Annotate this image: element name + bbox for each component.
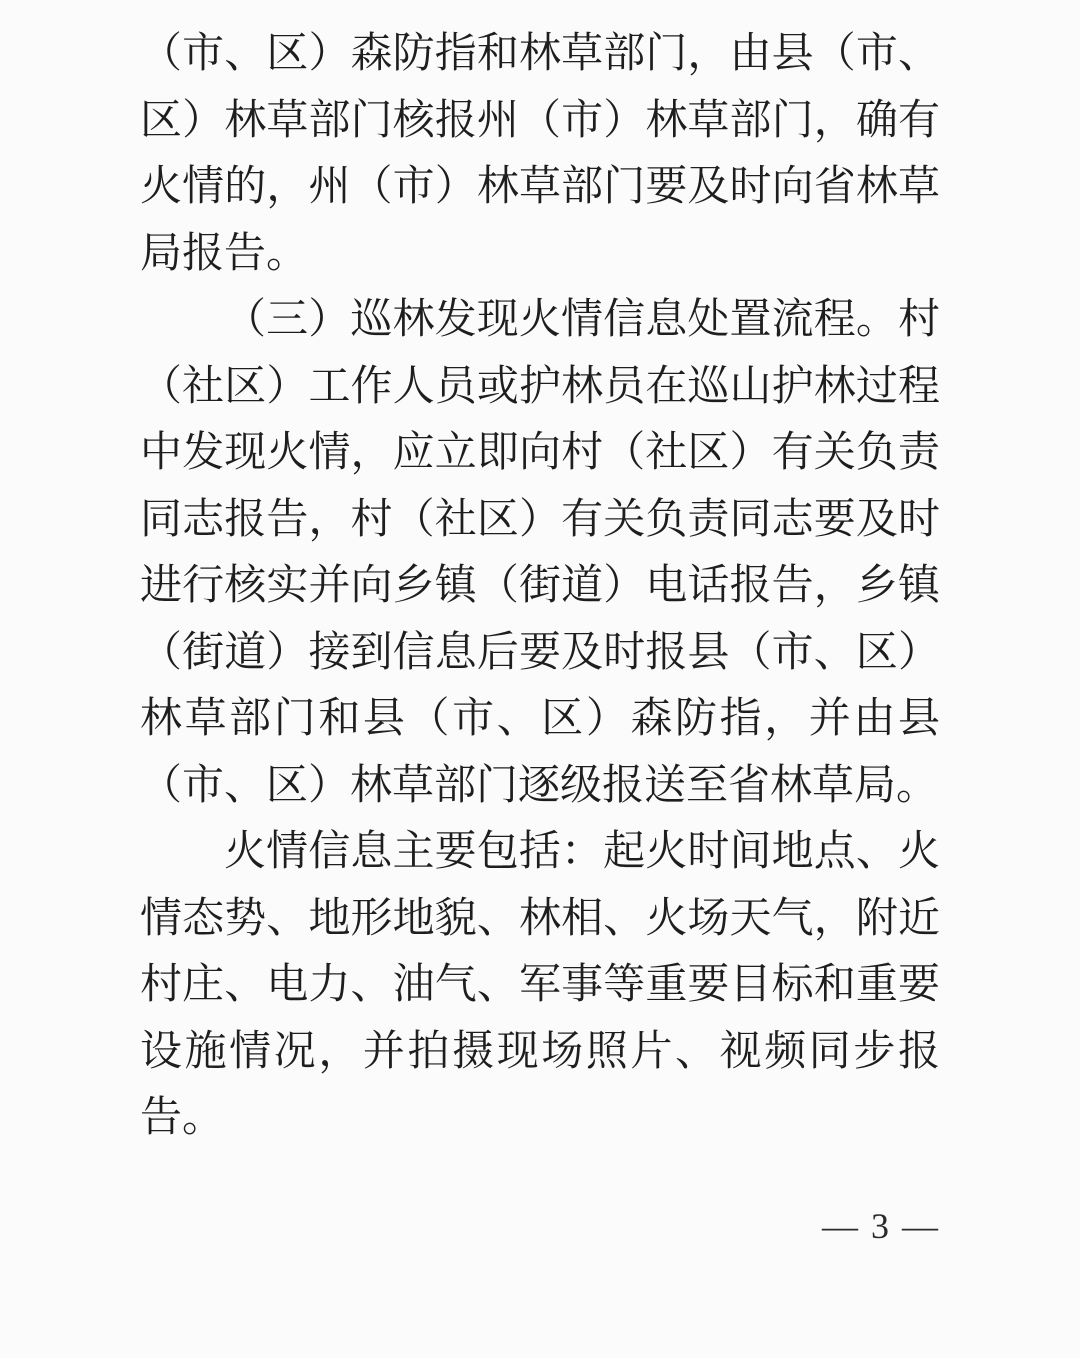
text-line: 进行核实并向乡镇（街道）电话报告，乡镇 bbox=[140, 563, 940, 609]
text-line: 村庄、电力、油气、军事等重要目标和重要 bbox=[140, 962, 940, 1008]
line-text: 村 bbox=[897, 297, 940, 343]
page-number: — 3 — bbox=[822, 1206, 940, 1246]
text-line: 告。 bbox=[140, 1095, 225, 1141]
text-line: 情态势、地形地貌、林相、火场天气，附近 bbox=[140, 895, 940, 942]
text-line bbox=[140, 287, 940, 354]
text-line: 设施情况，并拍摄现场照片、视频同步报 bbox=[140, 1028, 940, 1075]
text-line: （社区）工作人员或护林员在巡山护林过程 bbox=[140, 363, 940, 410]
text-line: 林草部门和县（市、区）森防指，并由县 bbox=[140, 696, 940, 742]
text-line: （街道）接到信息后要及时报县（市、区） bbox=[140, 629, 940, 676]
text-line: 火情的，州（市）林草部门要及时向省林草 bbox=[140, 164, 940, 210]
section-heading: （三）巡林发现火情信息处置流程。 bbox=[224, 297, 898, 343]
text-line: 局报告。 bbox=[140, 230, 309, 277]
text-line: （市、区）林草部门逐级报送至省林草局。 bbox=[140, 762, 939, 809]
text-line: 火情信息主要包括：起火时间地点、火 bbox=[224, 829, 940, 875]
text-line: 同志报告，村（社区）有关负责同志要及时 bbox=[140, 496, 940, 543]
text-line: 区）林草部门核报州（市）林草部门，确有 bbox=[140, 97, 940, 144]
text-line: （市、区）森防指和林草部门，由县（市、 bbox=[140, 31, 940, 77]
text-line: 中发现火情，应立即向村（社区）有关负责 bbox=[140, 430, 940, 476]
text-block bbox=[140, 21, 940, 1152]
